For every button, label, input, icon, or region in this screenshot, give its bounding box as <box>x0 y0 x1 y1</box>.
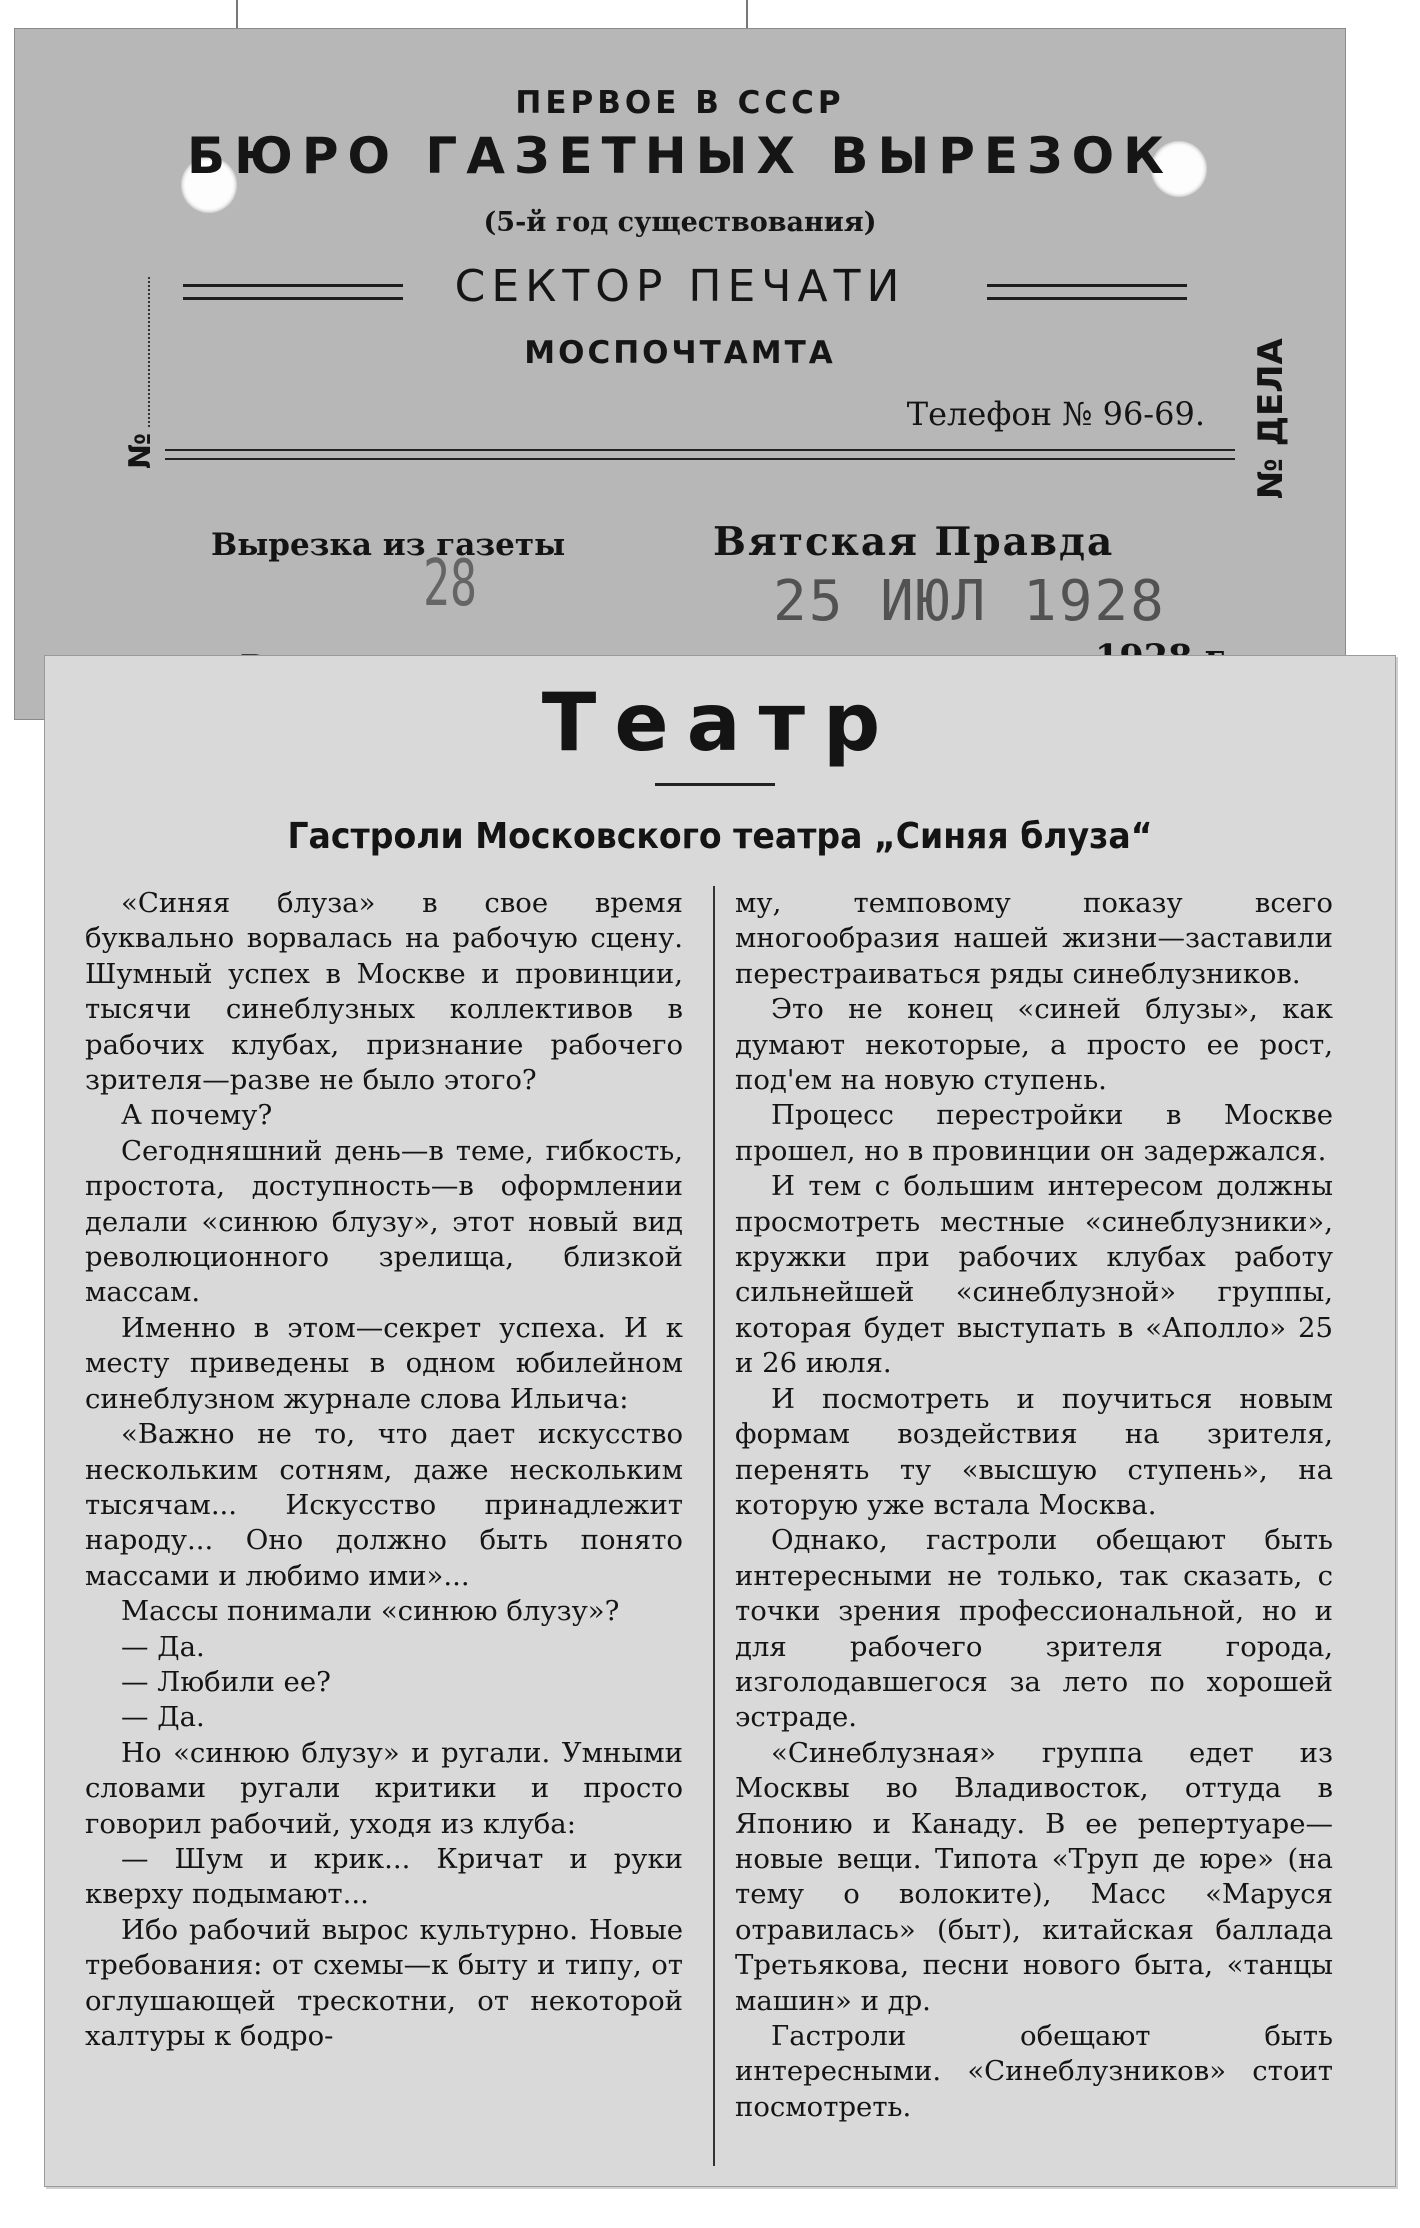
paragraph: Но «синюю блузу» и ругали. Умными словами ругали критики и просто говорил рабочий, уходя из клуба: <box>85 1736 683 1840</box>
paragraph: «Синеблузная» группа едет из Москвы во Владивосток, оттуда в Японию и Канаду. В ее репертуаре—новые вещи. Типота «Труп де юре» (на тему о волоките), Масс «Маруся отравилась» (быт), китайская баллада Третьякова, песни нового быта, «танцы машин» и др. <box>735 1736 1333 2017</box>
paragraph: Однако, гастроли обещают быть интересными не только, так сказать, с точки зрения профессиональной, но и для рабочего зрителя города, изголодавшегося за лето по хорошей эстраде. <box>735 1524 1333 1734</box>
clipping-label: Вырезка из газеты <box>211 527 566 563</box>
paragraph: «Синяя блуза» в свое время буквально ворвалась на рабочую сцену. Шумный успех в Москве и провинции, тысячи синеблузных коллективов в рабочих клубах, признание рабочего зрителя—разве не было этого? <box>85 887 683 1097</box>
year-note: (5-й год существования) <box>483 207 877 238</box>
newspaper-name: Вятская Правда <box>713 519 1115 565</box>
paragraph: — Шум и крик... Кричат и руки кверху подымают... <box>85 1842 683 1911</box>
paragraph: Именно в этом—секрет успеха. И к месту приведены в одном юбилейном синеблузном журнале слова Ильича: <box>85 1311 683 1415</box>
paragraph: — Да. <box>121 1630 205 1663</box>
sector-rule-right <box>987 284 1187 300</box>
number-label: № <box>123 277 158 469</box>
article-subtitle: Гастроли Московского театра „Синяя блуза“ <box>287 816 1153 857</box>
date-stamp: 25 ИЮЛ 1928 <box>773 569 1166 634</box>
paragraph: Гастроли обещают быть интересными. «Синеблузников» стоит посмотреть. <box>735 2020 1333 2123</box>
paragraph: — Да. <box>121 1701 205 1734</box>
phone-number: Телефон № 96-69. <box>906 395 1205 433</box>
paragraph: А почему? <box>121 1099 273 1132</box>
case-number-label: № ДЕЛА <box>1251 338 1291 499</box>
paragraph: — Любили ее? <box>121 1665 331 1698</box>
paragraph: И тем с большим интересом должны просмотреть местные «синеблузники», кружки при рабочих клубах работу сильнейшей «синеблузной» группы, которая будет выступать в «Аполло» 25 и 26 июля. <box>735 1170 1333 1380</box>
header-first-line: ПЕРВОЕ В СССР <box>515 85 845 121</box>
paragraph: И посмотреть и поучиться новым формам воздействия на зрителя, перенять ту «высшую ступень», на которую уже встала Москва. <box>735 1382 1333 1521</box>
newspaper-clipping <box>44 655 1396 2187</box>
paragraph: Это не конец «синей блузы», как думают некоторые, а просто ее рост, под'ем на новую ступень. <box>735 993 1333 1097</box>
bureau-name: БЮРО ГАЗЕТНЫХ ВЫРЕЗОК <box>187 127 1173 185</box>
column-divider <box>713 886 715 2166</box>
paragraph: Процесс перестройки в Москве прошел, но в провинции он задержался. <box>735 1099 1333 1167</box>
article-column-right <box>735 886 1333 2125</box>
article-column-left <box>85 886 683 2054</box>
paragraph: му, темповому показу всего многообразия нашей жизни—заставили перестраиваться ряды синеблузников. <box>735 887 1333 990</box>
sector-title: СЕКТОР ПЕЧАТИ <box>454 261 906 312</box>
paragraph: Ибо рабочий вырос культурно. Новые требования: от схемы—к быту и типу, от оглушающей трескотни, от некоторой халтуры к бодро- <box>85 1913 683 2052</box>
header-rule <box>165 449 1235 460</box>
post-office: МОСПОЧТАМТА <box>524 335 836 371</box>
article-heading: Театр <box>541 676 899 769</box>
stamp-number: 28 <box>423 547 477 621</box>
paragraph: «Важно не то, что дает искусство нескольким сотням, даже нескольким тысячам... Искусство принадлежит народу... Оно должно быть понято массами и любимо ими»... <box>85 1418 683 1592</box>
paragraph: Массы понимали «синюю блузу»? <box>121 1595 620 1628</box>
heading-rule <box>655 783 775 786</box>
bureau-form <box>14 28 1346 720</box>
paragraph: Сегодняшний день—в теме, гибкость, простота, доступность—в оформлении делали «синюю блузу», этот новый вид революционного зрелища, близкой массам. <box>85 1134 683 1309</box>
